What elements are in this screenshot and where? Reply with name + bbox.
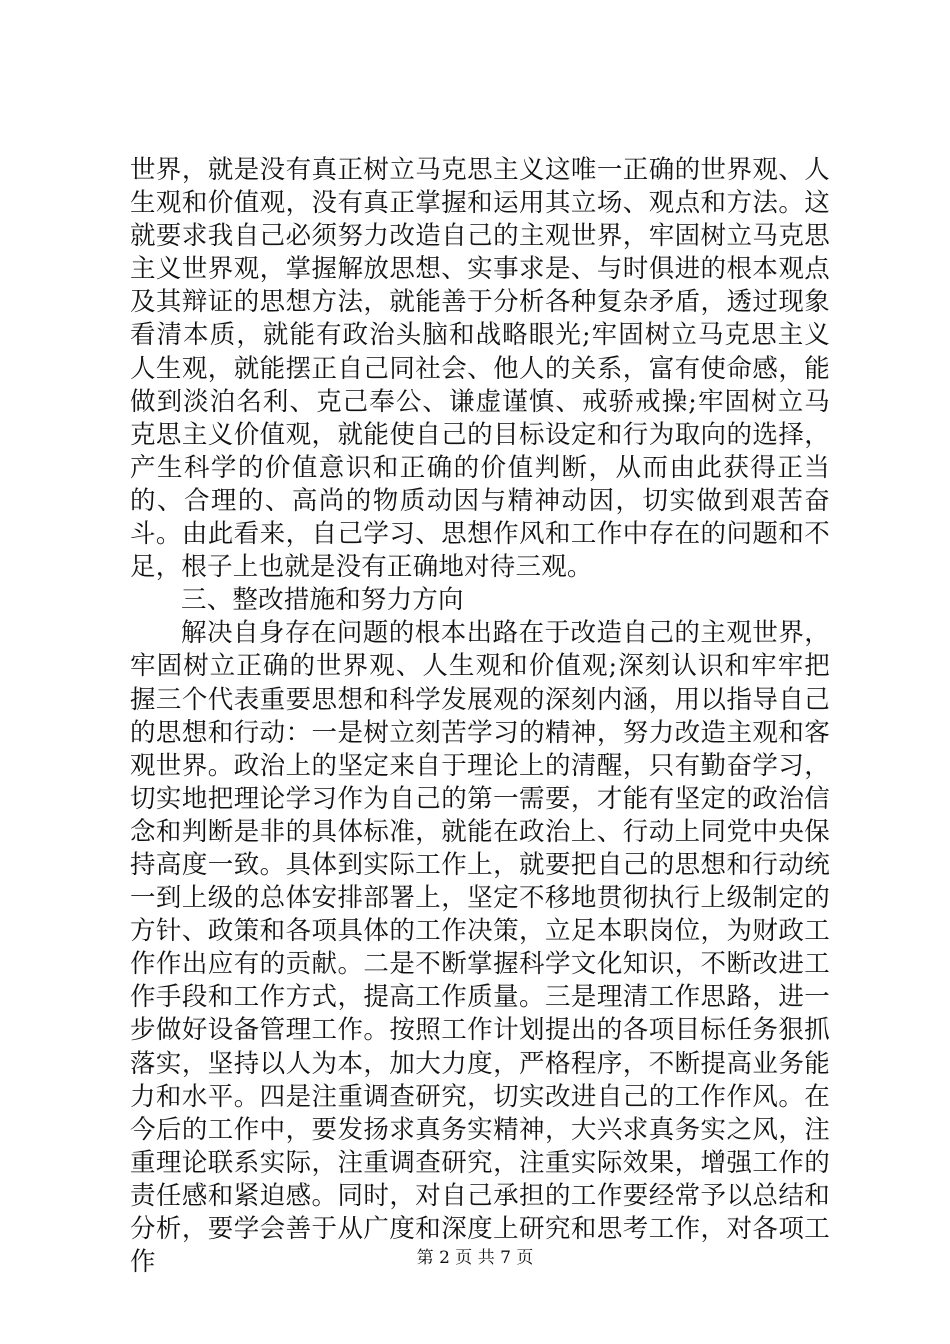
page-number-footer: 第 2 页 共 7 页 — [416, 1248, 534, 1268]
paragraph-measures: 解决自身存在问题的根本出路在于改造自己的主观世界，牢固树立正确的世界观、人生观和价值观;深刻认识和牢牢把握三个代表重要思想和科学发展观的深刻内涵，用以指导自己的思想和行动：一是树立刻苦学习的精神，努力改造主观和客观世界。政治上的坚定来自于理论上的清醒，只有勤奋学习，切实地把理论学习作为自己的第一需要，才能有坚定的政治信念和判断是非的具体标准，就能在政治上、行动上同党中央保持高度一致。具体到实际工作上，就要把自己的思想和行动统一到上级的总体安排部署上，坚定不移地贯彻执行上级制定的方针、政策和各项具体的工作决策，立足本职岗位，为财政工作作出应有的贡献。二是不断掌握科学文化知识，不断改进工作手段和工作方式，提高工作质量。三是理清工作思路，进一步做好设备管理工作。按照工作计划提出的各项目标任务狠抓落实，坚持以人为本，加大力度，严格程序，不断提高业务能力和水平。四是注重调查研究，切实改进自己的工作作风。在今后的工作中，要发扬求真务实精神，大兴求真务实之风，注重理论联系实际，注重调查研究，注重实际效果，增强工作的责任感和紧迫感。同时，对自己承担的工作要经常予以总结和分析，要学会善于从广度和深度上研究和思考工作，对各项工作 — [130, 618, 830, 1278]
section-heading: 三、整改措施和努力方向 — [181, 585, 464, 616]
paragraph-continuation: 世界，就是没有真正树立马克思主义这唯一正确的世界观、人生观和价值观，没有真正掌握和运用其立场、观点和方法。这就要求我自己必须努力改造自己的主观世界，牢固树立马克思主义世界观，掌握解放思想、实事求是、与时俱进的根本观点及其辩证的思想方法，就能善于分析各种复杂矛盾，透过现象看清本质，就能有政治头脑和战略眼光;牢固树立马克思主义人生观，就能摆正自己同社会、他人的关系，富有使命感，能做到淡泊名利、克己奉公、谦虚谨慎、戒骄戒操;牢固树立马克思主义价值观，就能使自己的目标设定和行为取向的选择，产生科学的价值意识和正确的价值判断，从而由此获得正当的、合理的、高尚的物质动因与精神动因，切实做到艰苦奋斗。由此看来，自己学习、思想作风和工作中存在的问题和不足，根子上也就是没有正确地对待三观。 — [130, 155, 830, 583]
document-body — [130, 154, 830, 1279]
